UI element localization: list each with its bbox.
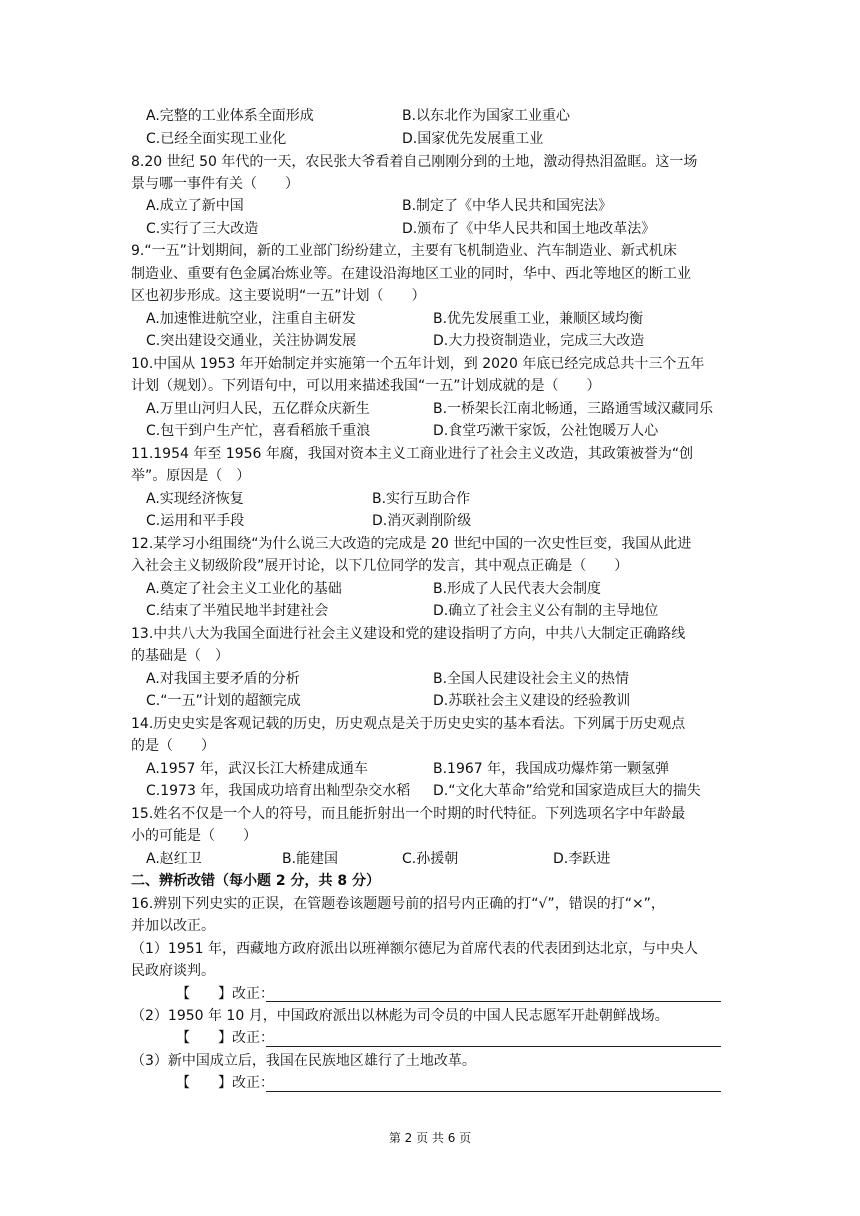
q10-option-a: A.万里山河归人民，五亿群众庆新生: [146, 401, 370, 417]
q11-stem-line1: 11.1954 年至 1956 年腐，我国对资本主义工商业进行了社会主义改造，其政策被誉为“创: [131, 446, 694, 462]
q15-option-c: C.孙援朝: [402, 851, 459, 867]
q15-stem-line1: 15.姓名不仅是一个人的符号，而且能折射出一个时期的时代特征。下列选项名字中年龄最: [131, 806, 686, 822]
q13-option-a: A.对我国主要矛盾的分析: [146, 671, 300, 687]
q16-stem-line1: 16.辨别下列史实的正误，在管题卷该题题号前的招号内正确的打“√”，错误的打“×”，: [131, 896, 665, 912]
q8-option-b: B.制定了《中华人民共和国宪法》: [402, 198, 613, 214]
q10-stem-line1: 10.中国从 1953 年开始制定并实施第一个五年计划，到 2020 年底已经完成总共十三个五年: [131, 356, 705, 372]
page-number: 第 2 页 共 6 页: [388, 1131, 472, 1145]
q9-option-c: C.突出建设交通业，关注协调发展: [146, 333, 357, 349]
q9-stem-line2: 制造业、重要有色金属冶炼业等。在建设沿海地区工业的同时，华中、西北等地区的断工业: [131, 266, 691, 282]
q15-stem-line2: 小的可能是（ ）: [131, 828, 257, 844]
q10-option-c: C.包干到户生产忙，喜看稻旅千重浪: [146, 423, 371, 439]
q12-option-a: A.奠定了社会主义工业化的基础: [146, 581, 342, 597]
q14-stem-line2: 的是（ ）: [131, 738, 215, 754]
q7-option-b: B.以东北作为国家工业重心: [402, 108, 571, 124]
q13-stem-line1: 13.中共八大为我国全面进行社会主义建设和党的建设指明了方向，中共八大制定正确路线: [131, 626, 686, 642]
q16-item1-answer-label: 【 】改正：: [176, 986, 274, 1002]
q12-option-d: D.确立了社会主义公有制的主导地位: [433, 603, 659, 619]
q8-option-d: D.颁布了《中华人民共和国土地改革法》: [402, 221, 656, 237]
q9-option-b: B.优先发展重工业，兼顺区域均衡: [433, 311, 644, 327]
q10-option-b: B.一桥架长江南北畅通，三路通雪域汉藏同乐: [433, 401, 714, 417]
q12-option-b: B.形成了人民代表大会制度: [433, 581, 602, 597]
q16-item1-line2: 民政府谈判。: [131, 963, 215, 979]
q15-option-b: B.能建国: [282, 851, 339, 867]
q9-option-a: A.加速惟进航空业，注重自主研发: [146, 311, 356, 327]
q16-item2: （2）1950 年 10 月，中国政府派出以林彪为司令员的中国人民志愿军开赴朝鲜战场。: [131, 1008, 669, 1024]
q16-item2-answer-line[interactable]: [266, 1046, 721, 1047]
q16-item2-answer-label: 【 】改正：: [176, 1030, 274, 1046]
q16-item1-line1: （1）1951 年，西藏地方政府派出以班禅额尔德尼为首席代表的代表团到达北京，与中央人: [131, 941, 698, 957]
q14-option-a: A.1957 年，武汉长江大桥建成通车: [146, 761, 368, 777]
q13-option-b: B.全国人民建设社会主义的热情: [433, 671, 630, 687]
q13-option-c: C.“一五”计划的超额完成: [146, 693, 301, 709]
q15-option-d: D.李跃进: [553, 851, 611, 867]
q11-stem-line2: 举”。原因是（ ）: [131, 468, 251, 484]
q8-stem-line2: 景与哪一事件有关（ ）: [131, 176, 299, 192]
q10-stem-line2: 计划（规划）。下列语句中，可以用来描述我国“一五”计划成就的是（ ）: [131, 378, 601, 394]
q13-stem-line2: 的基础是（ ）: [131, 648, 229, 664]
q9-stem-line3: 区也初步形成。这主要说明“一五”计划（ ）: [131, 288, 426, 304]
q12-stem-line2: 入社会主义韧级阶段”展开讨论，以下几位同学的发言，其中观点正确是（ ）: [131, 558, 629, 574]
q12-option-c: C.结束了半殖民地半封建社会: [146, 603, 329, 619]
q8-option-c: C.实行了三大改造: [146, 221, 259, 237]
q14-option-d: D.“文化大革命”给党和国家造成巨大的揣失: [433, 783, 701, 799]
q11-option-c: C.运用和平手段: [146, 513, 245, 529]
q16-item3: （3）新中国成立后，我国在民族地区雄行了土地改革。: [131, 1053, 476, 1069]
q8-option-a: A.成立了新中国: [146, 198, 244, 214]
q7-option-a: A.完整的工业体系全面形成: [146, 108, 314, 124]
q11-option-a: A.实现经济恢复: [146, 491, 244, 507]
q14-stem-line1: 14.历史史实是客观记载的历史，历史观点是关于历史史实的基本看法。下列属于历史观点: [131, 716, 686, 732]
q16-item1-answer-line[interactable]: [266, 1001, 721, 1002]
q10-option-d: D.食堂巧漱干家饭，公社饱暖万人心: [433, 423, 659, 439]
q7-option-d: D.国家优先发展重工业: [402, 131, 544, 147]
q7-option-c: C.已经全面实现工业化: [146, 131, 287, 147]
section-heading: 二、辨析改错（每小题 2 分，共 8 分）: [131, 873, 380, 889]
q15-option-a: A.赵红卫: [146, 851, 202, 867]
q16-item3-answer-line[interactable]: [266, 1091, 721, 1092]
q16-stem-line2: 并加以改正。: [131, 918, 215, 934]
q14-option-b: B.1967 年，我国成功爆炸第一颗氢弹: [433, 761, 670, 777]
q11-option-b: B.实行互助合作: [372, 491, 471, 507]
q9-stem-line1: 9.“一五”计划期间，新的工业部门纷纷建立，主要有飞机制造业、汽车制造业、新式机床: [131, 243, 677, 259]
q8-stem-line1: 8.20 世纪 50 年代的一天，农民张大爷看着自己刚刚分到的土地，激动得热泪盈眶。这一场: [131, 154, 698, 170]
q16-item3-answer-label: 【 】改正：: [176, 1075, 274, 1091]
q13-option-d: D.苏联社会主义建设的经验教训: [433, 693, 631, 709]
q14-option-c: C.1973 年，我国成功培育出籼型杂交水稻: [146, 783, 411, 799]
q11-option-d: D.消灭剥削阶级: [372, 513, 472, 529]
q12-stem-line1: 12.某学习小组围绕“为什么说三大改造的完成是 20 世纪中国的一次史性巨变，我国从此进: [131, 536, 692, 552]
q9-option-d: D.大力投资制造业，完成三大改造: [433, 333, 645, 349]
